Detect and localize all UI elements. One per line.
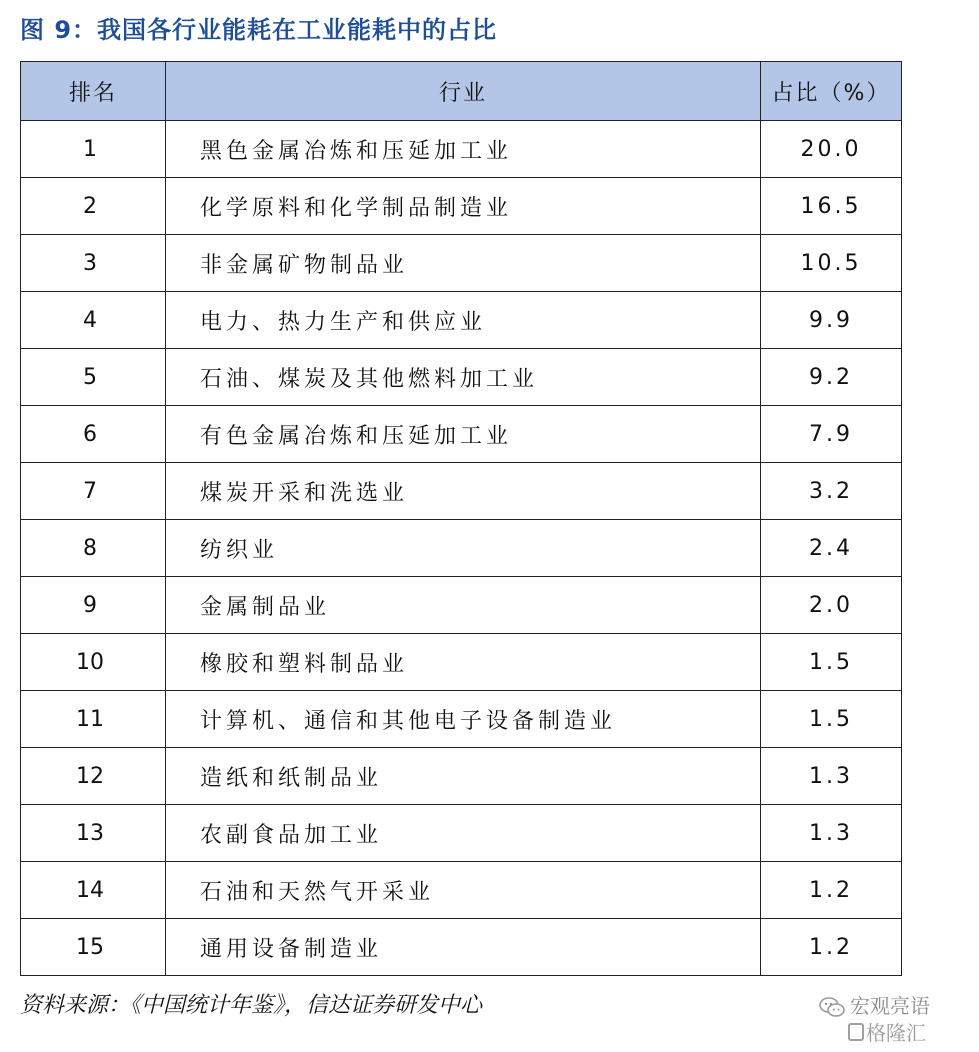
- industry-cell: 煤炭开采和洗选业: [166, 463, 761, 520]
- table-row: [21, 862, 902, 919]
- share-cell: 1.5: [761, 634, 902, 691]
- industry-cell: 造纸和纸制品业: [166, 748, 761, 805]
- share-cell: 1.2: [761, 862, 902, 919]
- industry-cell: 非金属矿物制品业: [166, 235, 761, 292]
- rank-cell: 9: [21, 577, 166, 634]
- table-row: [21, 577, 902, 634]
- table-row: [21, 406, 902, 463]
- share-cell: 10.5: [761, 235, 902, 292]
- table-row: [21, 178, 902, 235]
- rank-cell: 1: [21, 121, 166, 178]
- rank-cell: 11: [21, 691, 166, 748]
- share-cell: 9.2: [761, 349, 902, 406]
- table-row: [21, 691, 902, 748]
- table-row: [21, 463, 902, 520]
- watermark-platform-name: 格隆汇: [866, 1021, 926, 1045]
- rank-cell: 5: [21, 349, 166, 406]
- industry-cell: 纺织业: [166, 520, 761, 577]
- column-header-rank: 排名: [21, 62, 166, 121]
- share-cell: 1.2: [761, 919, 902, 976]
- wechat-icon: [818, 996, 846, 1018]
- gelonghui-logo-icon: [848, 1023, 864, 1041]
- rank-cell: 6: [21, 406, 166, 463]
- industry-cell: 电力、热力生产和供应业: [166, 292, 761, 349]
- share-cell: 20.0: [761, 121, 902, 178]
- industry-cell: 金属制品业: [166, 577, 761, 634]
- table-row: [21, 634, 902, 691]
- rank-cell: 10: [21, 634, 166, 691]
- rank-cell: 15: [21, 919, 166, 976]
- table-row: [21, 748, 902, 805]
- industry-cell: 黑色金属冶炼和压延加工业: [166, 121, 761, 178]
- watermark: [818, 990, 968, 1050]
- rank-cell: 13: [21, 805, 166, 862]
- table-row: [21, 292, 902, 349]
- energy-share-table: [20, 61, 902, 976]
- industry-cell: 石油和天然气开采业: [166, 862, 761, 919]
- rank-cell: 8: [21, 520, 166, 577]
- table-row: [21, 520, 902, 577]
- share-cell: 7.9: [761, 406, 902, 463]
- share-cell: 1.5: [761, 691, 902, 748]
- table-row: [21, 919, 902, 976]
- table-row: [21, 235, 902, 292]
- share-cell: 2.4: [761, 520, 902, 577]
- industry-cell: 有色金属冶炼和压延加工业: [166, 406, 761, 463]
- share-cell: 16.5: [761, 178, 902, 235]
- table-row: [21, 805, 902, 862]
- industry-cell: 石油、煤炭及其他燃料加工业: [166, 349, 761, 406]
- rank-cell: 3: [21, 235, 166, 292]
- share-cell: 1.3: [761, 805, 902, 862]
- page-title: 图 9：我国各行业能耗在工业能耗中的占比: [20, 16, 498, 44]
- rank-cell: 14: [21, 862, 166, 919]
- table-row: [21, 121, 902, 178]
- column-header-share: 占比（%）: [761, 62, 902, 121]
- table-header-row: [21, 62, 902, 121]
- table-body: [21, 121, 902, 976]
- rank-cell: 12: [21, 748, 166, 805]
- rank-cell: 7: [21, 463, 166, 520]
- watermark-account-name: 宏观亮语: [850, 994, 930, 1018]
- rank-cell: 4: [21, 292, 166, 349]
- share-cell: 2.0: [761, 577, 902, 634]
- share-cell: 9.9: [761, 292, 902, 349]
- industry-cell: 橡胶和塑料制品业: [166, 634, 761, 691]
- source-note: 资料来源：《中国统计年鉴》，信达证券研发中心: [20, 993, 483, 1018]
- industry-cell: 化学原料和化学制品制造业: [166, 178, 761, 235]
- table-row: [21, 349, 902, 406]
- industry-cell: 农副食品加工业: [166, 805, 761, 862]
- energy-share-table-container: [20, 61, 901, 976]
- industry-cell: 通用设备制造业: [166, 919, 761, 976]
- column-header-industry: 行业: [166, 62, 761, 121]
- rank-cell: 2: [21, 178, 166, 235]
- industry-cell: 计算机、通信和其他电子设备制造业: [166, 691, 761, 748]
- share-cell: 1.3: [761, 748, 902, 805]
- share-cell: 3.2: [761, 463, 902, 520]
